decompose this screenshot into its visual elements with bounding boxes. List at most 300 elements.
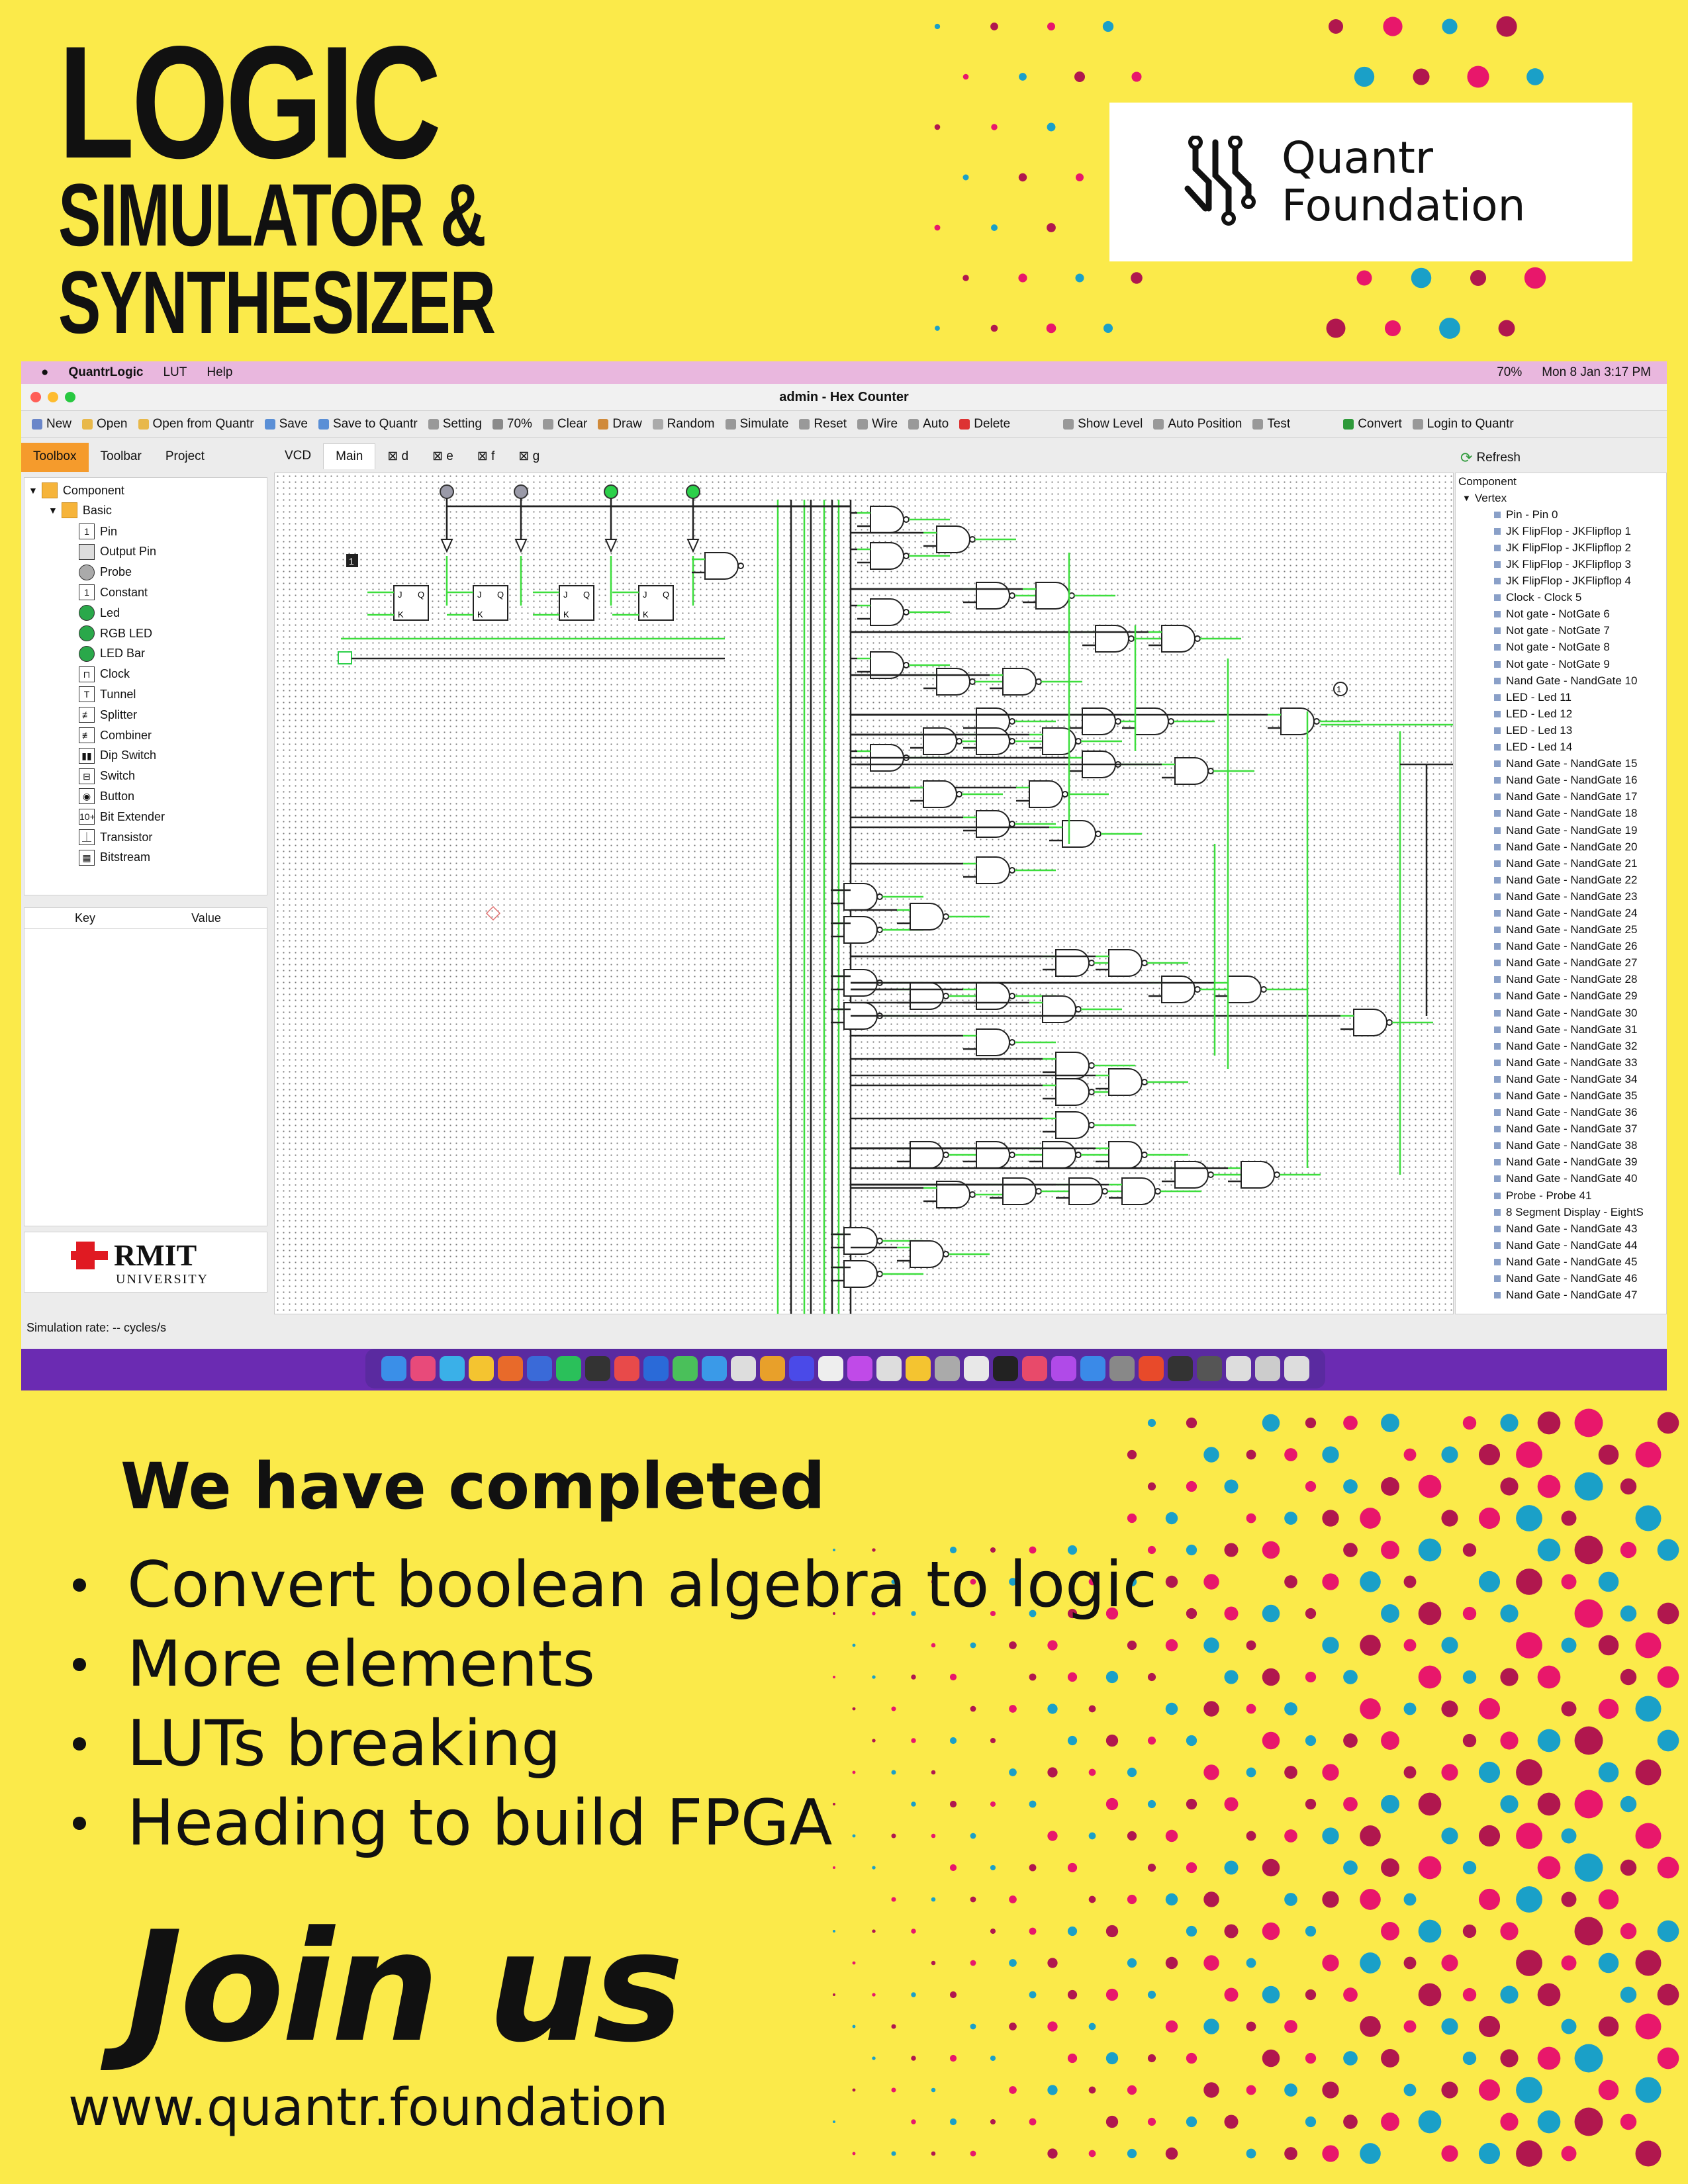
apple-menu-icon[interactable]: ●	[41, 365, 49, 379]
toolbar-show-level-button[interactable]	[1063, 417, 1143, 432]
decorative-dot	[1538, 2047, 1561, 2070]
tab-g[interactable]	[506, 443, 551, 469]
vertex-item[interactable]	[1456, 955, 1666, 972]
decorative-dot	[1127, 1958, 1137, 1968]
expand-arrow-icon[interactable]: ▼	[1462, 493, 1471, 504]
dock-app-icon[interactable]	[935, 1356, 960, 1381]
vertex-icon	[1494, 1010, 1501, 1017]
toolbar-save-to-quantr-button[interactable]	[318, 417, 418, 432]
vertex-icon	[1494, 893, 1501, 900]
dock-app-icon[interactable]	[847, 1356, 872, 1381]
decorative-dot	[1404, 1957, 1417, 1970]
vertex-item-label: Not gate - NotGate 9	[1506, 657, 1610, 670]
vertex-item[interactable]	[1456, 805, 1666, 822]
vertex-item[interactable]	[1456, 1187, 1666, 1204]
not-gate	[688, 539, 698, 551]
dock-app-icon[interactable]	[469, 1356, 494, 1381]
value-header: Value	[191, 911, 221, 925]
toolbar-reset-button[interactable]	[799, 417, 847, 432]
decorative-dot	[1381, 1922, 1399, 1940]
vertex-item-label: Nand Gate - NandGate 39	[1506, 1156, 1638, 1169]
dock-app-icon[interactable]	[964, 1356, 989, 1381]
nand-bubble	[904, 517, 909, 522]
decorative-dot	[950, 2055, 957, 2062]
jk-k-label: K	[643, 610, 649, 619]
nand-gate	[1043, 996, 1076, 1023]
vertex-item[interactable]	[1456, 972, 1666, 988]
decorative-dot	[931, 1897, 936, 1902]
dock-app-icon[interactable]	[1168, 1356, 1193, 1381]
dock-app-icon[interactable]	[381, 1356, 406, 1381]
tree-item-pin[interactable]	[79, 522, 117, 541]
menu-lut[interactable]: LUT	[163, 365, 187, 379]
vertex-item[interactable]	[1456, 1071, 1666, 1087]
vertex-item[interactable]	[1456, 872, 1666, 888]
decorative-dot	[1106, 1925, 1118, 1937]
nand-bubble	[1129, 636, 1134, 641]
decorative-dot	[1575, 1790, 1603, 1819]
toolbar-open-button[interactable]	[82, 417, 127, 432]
tree-item-probe[interactable]	[79, 563, 132, 582]
decorative-dot	[950, 1991, 957, 1998]
decorative-dot	[1636, 2014, 1662, 2040]
decorative-dot	[1620, 1542, 1636, 1558]
tree-item-led-bar[interactable]	[79, 644, 145, 664]
close-tab-icon[interactable]: ⊠	[518, 449, 533, 463]
nand-bubble	[1387, 1020, 1392, 1025]
toolbar-label: Simulate	[739, 417, 789, 431]
decorative-dot	[1562, 2019, 1577, 2034]
dock-app-icon[interactable]	[1051, 1356, 1076, 1381]
tree-group-basic[interactable]	[48, 500, 112, 520]
probe-label: 1	[1336, 684, 1342, 694]
decorative-dot	[1009, 2023, 1017, 2030]
decorative-dot	[1599, 2017, 1619, 2037]
toolbar-test-button[interactable]	[1252, 417, 1290, 432]
decorative-dot	[1047, 2021, 1057, 2031]
vertex-item[interactable]	[1456, 938, 1666, 955]
decorative-dot	[1467, 66, 1489, 87]
decorative-dot	[1186, 1418, 1197, 1428]
vertex-item[interactable]	[1456, 639, 1666, 656]
vertex-item[interactable]	[1456, 1204, 1666, 1220]
vertex-item[interactable]	[1456, 1005, 1666, 1021]
vertex-item[interactable]	[1456, 756, 1666, 772]
toolbar-label: Open	[97, 417, 128, 431]
not-gate	[442, 539, 452, 551]
decorative-dot	[950, 2118, 957, 2125]
decorative-dot	[1441, 1700, 1458, 1717]
nand-gate	[923, 728, 957, 754]
close-tab-icon[interactable]: ⊠	[432, 449, 447, 463]
toolbar-simulate-button[interactable]	[726, 417, 789, 432]
battery-percent: 70%	[1497, 365, 1523, 379]
dock-app-icon[interactable]	[1080, 1356, 1105, 1381]
tree-item-rgb-led[interactable]	[79, 623, 152, 643]
app-window	[21, 361, 1667, 1349]
tree-item-splitter[interactable]	[79, 705, 137, 725]
decorative-dot	[1620, 1606, 1636, 1621]
nand-bubble	[877, 1271, 882, 1277]
vertex-item[interactable]	[1456, 922, 1666, 938]
decorative-dot	[1538, 1412, 1561, 1435]
vertex-item[interactable]	[1456, 573, 1666, 590]
dock-app-icon[interactable]	[702, 1356, 727, 1381]
decorative-dot	[1224, 1987, 1238, 2001]
decorative-dot	[1516, 1569, 1542, 1595]
vertex-item[interactable]	[1456, 1220, 1666, 1237]
probe-icon	[79, 565, 95, 580]
decorative-dot	[1284, 1575, 1297, 1588]
decorative-dot	[950, 1864, 957, 1871]
vertex-item[interactable]	[1456, 905, 1666, 921]
tab-toolbar[interactable]: Toolbar	[100, 449, 142, 463]
dock-app-icon[interactable]	[585, 1356, 610, 1381]
dock-app-icon[interactable]	[440, 1356, 465, 1381]
tree-item-bit-extender[interactable]	[79, 807, 165, 827]
decorative-dot	[1284, 1448, 1297, 1461]
decorative-dot	[1500, 1477, 1518, 1495]
nand-bubble	[1076, 1152, 1081, 1158]
toolbar-auto-button[interactable]	[908, 417, 949, 432]
tree-item-label: Button	[100, 789, 135, 803]
vertex-item-label: Nand Gate - NandGate 21	[1506, 856, 1638, 870]
list-item	[66, 1704, 1157, 1784]
toolbar-delete-button[interactable]	[959, 417, 1010, 432]
jk-j-label: J	[477, 590, 482, 600]
vertex-item[interactable]	[1456, 1171, 1666, 1187]
decorative-dot	[1203, 1955, 1219, 1970]
dock-app-icon[interactable]	[876, 1356, 902, 1381]
logo-text	[1282, 134, 1525, 230]
dock-app-icon[interactable]	[673, 1356, 698, 1381]
decorative-dot	[1381, 1477, 1399, 1496]
vertex-item[interactable]	[1456, 1237, 1666, 1253]
tree-item-constant[interactable]	[79, 582, 148, 602]
vertex-item[interactable]	[1456, 1121, 1666, 1138]
tab-f[interactable]	[465, 443, 506, 469]
dock-app-icon[interactable]	[614, 1356, 639, 1381]
nand-bubble	[1089, 1063, 1094, 1068]
nand-bubble	[877, 1238, 882, 1244]
dock-app-icon[interactable]	[527, 1356, 552, 1381]
decorative-dot	[1658, 1921, 1679, 1942]
vertex-item[interactable]	[1456, 705, 1666, 722]
decorative-dot	[1538, 1856, 1561, 1880]
decorative-dot	[1322, 1637, 1338, 1653]
vertex-item-label: Nand Gate - NandGate 43	[1506, 1222, 1638, 1235]
vertex-item[interactable]	[1456, 855, 1666, 872]
toolbar-convert-button[interactable]	[1343, 417, 1402, 432]
vertex-group-label: Vertex	[1474, 491, 1507, 504]
decorative-dot	[1166, 2148, 1178, 2160]
decorative-dot	[1381, 1858, 1399, 1877]
vertex-item[interactable]	[1456, 839, 1666, 855]
nand-bubble	[943, 1152, 949, 1158]
decorative-dot	[1620, 1923, 1636, 1939]
vertex-item[interactable]	[1456, 1138, 1666, 1154]
nand-gate	[844, 1261, 877, 1287]
decorative-dot	[1499, 320, 1515, 337]
clock-block	[338, 652, 352, 664]
component-tree	[24, 477, 267, 895]
vertex-item[interactable]	[1456, 888, 1666, 905]
vertex-item[interactable]	[1456, 1253, 1666, 1270]
tab-e[interactable]	[420, 443, 465, 469]
toolbar-open-from-quantr-button[interactable]	[138, 417, 254, 432]
nand-bubble	[1009, 993, 1015, 999]
vertex-item[interactable]	[1456, 539, 1666, 556]
decorative-dot	[1538, 2111, 1561, 2134]
decorative-dot	[1500, 1604, 1518, 1622]
decorative-dot	[1103, 324, 1113, 333]
decorative-dot	[1029, 1928, 1037, 1935]
folder-icon	[42, 482, 58, 498]
tab-project[interactable]: Project	[165, 449, 205, 463]
decorative-dot	[1419, 1475, 1442, 1498]
vertex-item[interactable]	[1456, 556, 1666, 572]
decorative-dot	[1089, 2023, 1096, 2030]
vertex-item[interactable]	[1456, 506, 1666, 523]
tree-item-dip-switch[interactable]	[79, 746, 156, 766]
nand-bubble	[1168, 719, 1174, 724]
decorative-dot	[990, 1929, 996, 1934]
decorative-dot	[970, 2024, 976, 2030]
dock-app-icon[interactable]	[906, 1356, 931, 1381]
nand-bubble	[1009, 739, 1015, 744]
decorative-dot	[1019, 173, 1027, 181]
vertex-icon	[1494, 1193, 1501, 1199]
decorative-dot	[1575, 2044, 1603, 2073]
vertex-item[interactable]	[1456, 789, 1666, 805]
decorative-dot	[1327, 319, 1346, 338]
dock-app-icon[interactable]	[556, 1356, 581, 1381]
vertex-item[interactable]	[1456, 672, 1666, 689]
close-tab-icon[interactable]: ⊠	[477, 449, 492, 463]
nand-bubble	[1036, 679, 1041, 684]
vertex-item[interactable]	[1456, 1105, 1666, 1121]
list-item-text: LUTs breaking	[127, 1707, 561, 1780]
decorative-dot	[1463, 1925, 1476, 1938]
vertex-item[interactable]	[1456, 772, 1666, 789]
dock-app-icon[interactable]	[1226, 1356, 1251, 1381]
decorative-dot	[1186, 1799, 1197, 1809]
circuit-canvas[interactable]	[274, 473, 1454, 1314]
tab-toolbox[interactable]: Toolbox	[21, 443, 89, 472]
decorative-dot	[962, 275, 968, 281]
vertex-item[interactable]	[1456, 689, 1666, 705]
decorative-dot	[1463, 1670, 1476, 1684]
jk-q-label: Q	[663, 590, 670, 600]
decorative-dot	[1047, 23, 1055, 30]
decorative-dot	[1322, 1954, 1338, 1971]
decorative-dot	[853, 2152, 856, 2156]
decorative-dot	[963, 74, 969, 80]
toolbar-icon	[318, 419, 329, 430]
decorative-dot	[853, 1962, 856, 1965]
toolbar-auto-position-button[interactable]	[1153, 417, 1242, 432]
vertex-item[interactable]	[1456, 739, 1666, 756]
nand-gate	[976, 582, 1009, 609]
decorative-dot	[1500, 1795, 1518, 1813]
dock-app-icon[interactable]	[789, 1356, 814, 1381]
tree-item-tunnel[interactable]	[79, 684, 136, 704]
dock-app-icon[interactable]	[993, 1356, 1018, 1381]
vertex-icon	[1494, 1076, 1501, 1083]
decorative-dot	[1575, 1600, 1603, 1628]
tree-item-bitstream[interactable]	[79, 848, 150, 868]
toolbar-icon	[265, 419, 275, 430]
tab-d[interactable]	[375, 443, 420, 469]
tree-item-button[interactable]	[79, 786, 134, 806]
vertex-item[interactable]	[1456, 1154, 1666, 1171]
vertex-item[interactable]	[1456, 656, 1666, 672]
menu-app-name[interactable]: QuantrLogic	[68, 365, 144, 379]
decorative-dot	[1343, 1543, 1358, 1557]
decorative-dot	[1262, 1541, 1280, 1559]
dock-app-icon[interactable]	[731, 1356, 756, 1381]
decorative-dot	[911, 2119, 915, 2124]
toolbar-wire-button[interactable]	[857, 417, 898, 432]
vertex-item[interactable]	[1456, 1271, 1666, 1287]
toolbar-icon	[857, 419, 868, 430]
vertex-item[interactable]	[1456, 623, 1666, 639]
tree-item-clock[interactable]	[79, 664, 130, 684]
vertex-item[interactable]	[1456, 988, 1666, 1005]
vertex-group[interactable]	[1456, 490, 1666, 506]
close-tab-icon[interactable]: ⊠	[387, 449, 402, 463]
decorative-dot	[1636, 2141, 1662, 2167]
vertex-item[interactable]	[1456, 606, 1666, 623]
tree-item-output-pin[interactable]	[79, 542, 156, 562]
tree-root[interactable]	[28, 480, 124, 500]
tree-group-label: Basic	[82, 503, 112, 517]
tree-item-switch[interactable]	[79, 766, 135, 786]
tree-item-combiner[interactable]	[79, 725, 152, 745]
decorative-dot	[1262, 1859, 1280, 1877]
pin-icon: 1	[79, 523, 95, 539]
dock-app-icon[interactable]	[760, 1356, 785, 1381]
window-title: admin - Hex Counter	[779, 390, 909, 404]
nand-bubble	[1009, 593, 1015, 598]
button-icon: ◉	[79, 788, 95, 804]
decorative-dot	[1224, 1479, 1238, 1493]
decorative-dot	[1575, 1536, 1603, 1565]
toolbar-clear-button[interactable]	[543, 417, 587, 432]
dock-app-icon[interactable]	[818, 1356, 843, 1381]
dock-app-icon[interactable]	[1284, 1356, 1309, 1381]
dock-app-icon[interactable]	[1109, 1356, 1135, 1381]
decorative-dot	[1068, 1927, 1077, 1936]
toolbar-new-button[interactable]	[32, 417, 71, 432]
toolbar-draw-button[interactable]	[598, 417, 641, 432]
decorative-dot	[1106, 1989, 1118, 2001]
dock-app-icon[interactable]	[1197, 1356, 1222, 1381]
decorative-dot	[1360, 1952, 1381, 1974]
website-url[interactable]: www.quantr.foundation	[68, 2078, 669, 2138]
toolbar-login-to-quantr-button[interactable]	[1413, 417, 1514, 432]
decorative-dot	[1538, 1475, 1561, 1498]
list-item-text: More elements	[127, 1628, 595, 1701]
dock-app-icon[interactable]	[1022, 1356, 1047, 1381]
decorative-dot	[1441, 1446, 1458, 1463]
dock-app-icon[interactable]	[643, 1356, 669, 1381]
toolbar	[21, 411, 1667, 438]
decorative-dot	[1127, 2149, 1137, 2158]
nand-bubble	[1096, 831, 1101, 837]
nand-gate	[1109, 1069, 1142, 1095]
rmit-sub: UNIVERSITY	[116, 1272, 209, 1287]
vertex-item-label: Nand Gate - NandGate 15	[1506, 757, 1638, 770]
decorative-dot	[1658, 1666, 1679, 1688]
dock-app-icon[interactable]	[498, 1356, 523, 1381]
dock-app-icon[interactable]	[1139, 1356, 1164, 1381]
decorative-dot	[962, 174, 968, 180]
jk-j-label: J	[643, 590, 647, 600]
vertex-item[interactable]	[1456, 523, 1666, 539]
toolbar-label: Convert	[1358, 417, 1402, 431]
nand-gate	[1056, 1112, 1089, 1138]
vertex-item-label: Nand Gate - NandGate 38	[1506, 1139, 1638, 1152]
decorative-dot	[1658, 1603, 1679, 1625]
vertex-item[interactable]	[1456, 1038, 1666, 1054]
vertex-item-label: Nand Gate - NandGate 17	[1506, 790, 1638, 803]
decorative-dot	[1470, 270, 1486, 286]
decorative-dot	[1148, 1482, 1156, 1490]
toolbar-70-button[interactable]	[492, 417, 532, 432]
decorative-dot	[1148, 1864, 1156, 1872]
vertex-icon	[1494, 1026, 1501, 1033]
headline-synthesizer: SYNTHESIZER	[58, 253, 495, 352]
vertex-item[interactable]	[1456, 822, 1666, 839]
tree-item-transistor[interactable]	[79, 827, 152, 847]
decorative-dot	[1262, 1923, 1280, 1940]
vertex-item[interactable]	[1456, 1054, 1666, 1071]
decorative-dot	[1516, 1441, 1542, 1468]
toolbar-save-button[interactable]	[265, 417, 308, 432]
vertex-item[interactable]	[1456, 590, 1666, 606]
toolbar-random-button[interactable]	[653, 417, 715, 432]
vertex-icon	[1494, 528, 1501, 535]
tree-item-led[interactable]	[79, 603, 120, 623]
vertex-item[interactable]	[1456, 722, 1666, 739]
nand-bubble	[1009, 868, 1015, 873]
expand-arrow-icon[interactable]: ▼	[48, 505, 58, 516]
vertex-item[interactable]	[1456, 1287, 1666, 1304]
tab-vcd[interactable]: VCD	[285, 449, 312, 463]
headline-simulator: SIMULATOR &	[58, 166, 486, 265]
dock-app-icon[interactable]	[410, 1356, 436, 1381]
nand-gate	[1135, 708, 1168, 735]
vertex-item[interactable]	[1456, 1021, 1666, 1038]
decorative-dot	[853, 2025, 856, 2028]
decorative-dot	[1562, 1511, 1577, 1526]
vertex-item-label: Nand Gate - NandGate 44	[1506, 1238, 1638, 1251]
dock-app-icon[interactable]	[1255, 1356, 1280, 1381]
decorative-dot	[1284, 1512, 1297, 1525]
decorative-dot	[1186, 2053, 1197, 2064]
expand-arrow-icon[interactable]: ▼	[28, 485, 38, 496]
decorative-dot	[1500, 1668, 1518, 1686]
vertex-item[interactable]	[1456, 1087, 1666, 1104]
decorative-dot	[1575, 1409, 1603, 1437]
decorative-dot	[1404, 1449, 1417, 1461]
tab-main[interactable]: Main	[323, 443, 375, 469]
refresh-button[interactable]	[1460, 449, 1665, 467]
vertex-icon	[1494, 1209, 1501, 1216]
menu-help[interactable]: Help	[207, 365, 233, 379]
toolbar-setting-button[interactable]	[428, 417, 482, 432]
